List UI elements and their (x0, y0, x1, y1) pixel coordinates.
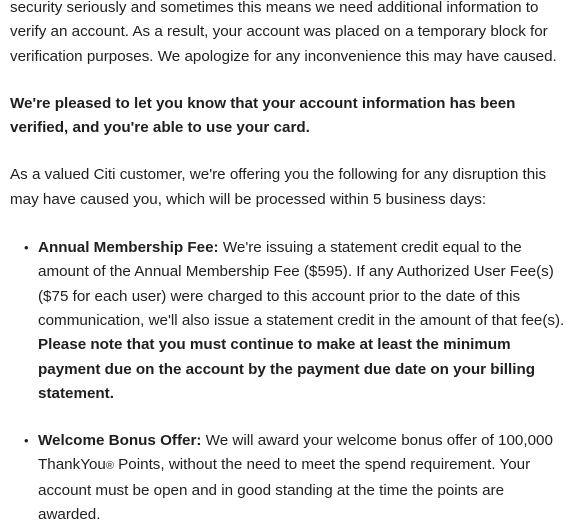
benefit-description-continued: Points, without the need to meet the spend requirement. Your account must be open and in good standing at the time the points are awarded. (38, 456, 531, 524)
list-item-annual-fee (10, 236, 570, 406)
bullet-icon: • (24, 433, 29, 449)
account-verified-notice: We're pleased to let you know that your account information has been verified, and you're able to use your card. (10, 94, 516, 137)
benefit-description: We're issuing a statement credit equal to the amount of the Annual Membership Fee ($595). If any Authorized User Fee(s) ($75 for each user) were charged to this account prior to the date of this communication, we'll also issue a statement credit in the amount of that fee(s). (38, 239, 565, 329)
intro-paragraph: security seriously and sometimes this means we need additional information to verify an account. As a result, your account was placed on a temporary block for verification purposes. We apologize for any inconvenience this may have caused. (10, 0, 557, 65)
benefit-title: Welcome Bonus Offer: (38, 432, 202, 450)
email-body (10, 0, 570, 527)
benefit-description: We will award your welcome bonus offer of 100,000 ThankYou (38, 432, 553, 474)
offer-intro-paragraph: As a valued Citi customer, we're offering you the following for any disruption this may have caused you, which will be processed within 5 business days: (10, 166, 547, 208)
benefits-list (10, 236, 570, 527)
list-item-welcome-bonus (10, 429, 570, 527)
payment-note: Please note that you must continue to make at least the minimum payment due on the account by the payment due date on your billing statement. (38, 336, 536, 402)
benefit-title: Annual Membership Fee: (38, 239, 219, 257)
bullet-icon: • (24, 240, 29, 256)
registered-mark: ® (105, 460, 114, 473)
